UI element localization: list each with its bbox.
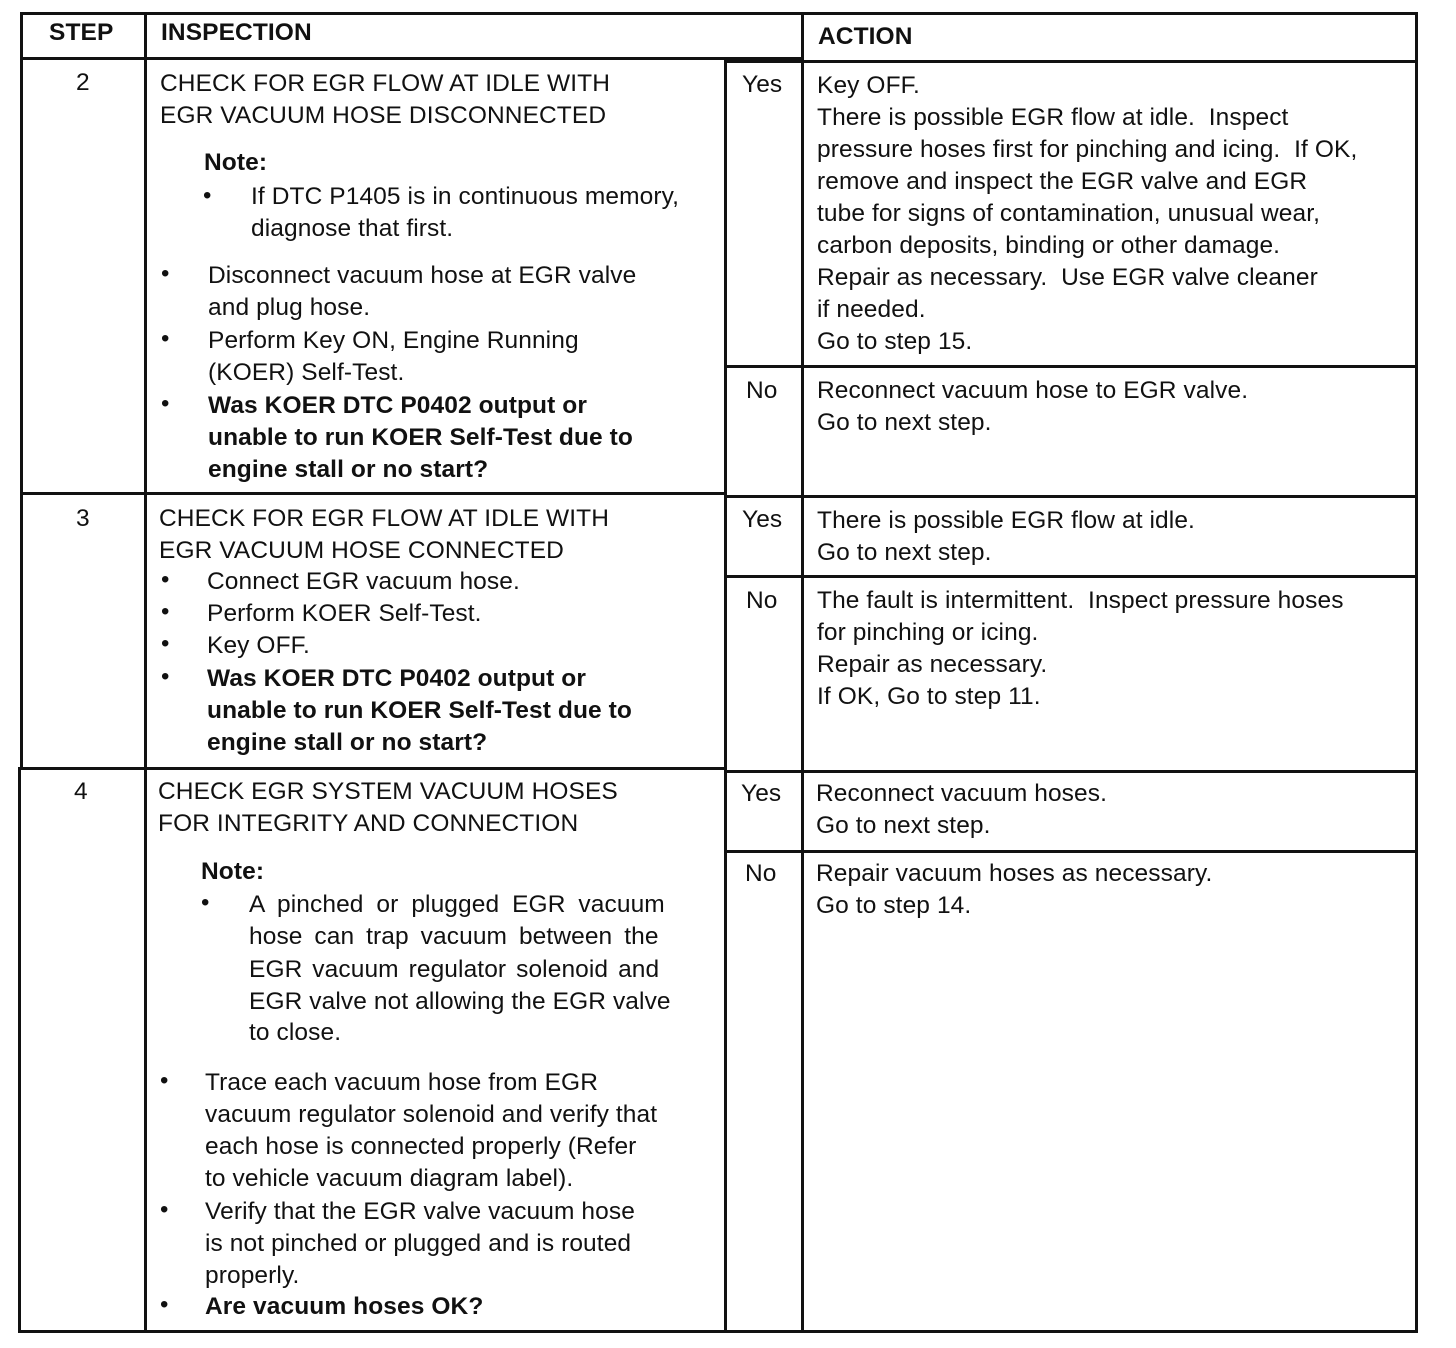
step4-note-line: to close.	[249, 1019, 342, 1046]
step4-title-line: FOR INTEGRITY AND CONNECTION	[158, 810, 579, 837]
step3-question-line: Was KOER DTC P0402 output or	[207, 665, 586, 692]
bullet-icon: •	[161, 598, 170, 625]
step4-note-line: EGR vacuum regulator solenoid and	[249, 956, 660, 983]
step2-yes-action-line: tube for signs of contamination, unusual wear,	[817, 200, 1321, 227]
step3-yes-action-line: Go to next step.	[817, 539, 992, 566]
bullet-icon: •	[160, 1067, 169, 1094]
bullet-icon: •	[160, 1291, 169, 1318]
step2-question-line: Was KOER DTC P0402 output or	[208, 392, 587, 419]
bullet-icon: •	[161, 630, 170, 657]
step4-note-line: A pinched or plugged EGR vacuum	[249, 891, 665, 918]
step3-no-action-line: Repair as necessary.	[817, 651, 1048, 678]
step4-note-label: Note:	[201, 858, 265, 885]
step3-bullet: Perform KOER Self-Test.	[207, 600, 482, 627]
step2-number-cell	[20, 57, 147, 495]
step2-question-line: engine stall or no start?	[208, 456, 489, 483]
step4-question: Are vacuum hoses OK?	[205, 1293, 484, 1320]
step2-title-line: CHECK FOR EGR FLOW AT IDLE WITH	[160, 70, 611, 97]
step4-bullet-line: is not pinched or plugged and is routed	[205, 1230, 632, 1257]
step3-no-action-line: for pinching or icing.	[817, 619, 1039, 646]
step3-bullet: Connect EGR vacuum hose.	[207, 568, 520, 595]
step2-yes-label: Yes	[742, 71, 783, 98]
bullet-icon: •	[161, 325, 170, 352]
bullet-icon: •	[161, 260, 170, 287]
step4-number: 4	[74, 778, 88, 805]
step4-bullet-line: each hose is connected properly (Refer	[205, 1133, 637, 1160]
step2-yes-action-line: Repair as necessary. Use EGR valve cleaner	[817, 264, 1318, 291]
header-inspection: INSPECTION	[161, 19, 312, 46]
step4-yes-label: Yes	[741, 780, 782, 807]
step3-no-action-line: If OK, Go to step 11.	[817, 683, 1041, 710]
bullet-icon: •	[201, 889, 210, 916]
step3-yes-label: Yes	[742, 506, 783, 533]
bullet-icon: •	[160, 1196, 169, 1223]
step2-yes-action-line: carbon deposits, binding or other damage.	[817, 232, 1281, 259]
step3-bullet: Key OFF.	[207, 632, 310, 659]
step2-bullet-line: and plug hose.	[208, 294, 371, 321]
step2-yes-action-line: Key OFF.	[817, 72, 920, 99]
step4-no-label-cell	[724, 850, 804, 1333]
step2-note-line: diagnose that first.	[251, 215, 454, 242]
step4-note-line: hose can trap vacuum between the	[249, 923, 659, 950]
step4-bullet-line: vacuum regulator solenoid and verify that	[205, 1101, 658, 1128]
step2-yes-action-line: remove and inspect the EGR valve and EGR	[817, 168, 1308, 195]
step3-no-label: No	[746, 587, 778, 614]
step4-yes-action-line: Reconnect vacuum hoses.	[816, 780, 1108, 807]
bullet-icon: •	[161, 566, 170, 593]
step2-bullet-line: (KOER) Self-Test.	[208, 359, 405, 386]
step3-title-line: EGR VACUUM HOSE CONNECTED	[159, 537, 564, 564]
step3-title-line: CHECK FOR EGR FLOW AT IDLE WITH	[159, 505, 610, 532]
step4-bullet-line: Trace each vacuum hose from EGR	[205, 1069, 598, 1096]
header-action: ACTION	[818, 23, 913, 50]
bullet-icon: •	[203, 182, 212, 209]
step2-note-label: Note:	[204, 149, 268, 176]
step3-number: 3	[76, 505, 90, 532]
step4-note-line: EGR valve not allowing the EGR valve	[249, 988, 671, 1015]
step4-bullet-line: to vehicle vacuum diagram label).	[205, 1165, 574, 1192]
step4-bullet-line: properly.	[205, 1262, 300, 1289]
step4-number-cell	[18, 767, 147, 1333]
step4-no-action-line: Go to step 14.	[816, 892, 972, 919]
bullet-icon: •	[161, 390, 170, 417]
step4-no-label: No	[745, 860, 777, 887]
bullet-icon: •	[161, 663, 170, 690]
step2-yes-action-line: pressure hoses first for pinching and icing. If OK,	[817, 136, 1358, 163]
step4-no-action-cell	[801, 850, 1418, 1333]
step2-title-line: EGR VACUUM HOSE DISCONNECTED	[160, 102, 607, 129]
step4-yes-action-line: Go to next step.	[816, 812, 991, 839]
step3-question-line: unable to run KOER Self-Test due to	[207, 697, 633, 724]
step2-no-label: No	[746, 377, 778, 404]
step2-bullet-line: Disconnect vacuum hose at EGR valve	[208, 262, 637, 289]
step2-no-action-line: Reconnect vacuum hose to EGR valve.	[817, 377, 1249, 404]
step2-yes-action-line: There is possible EGR flow at idle. Inspect	[817, 104, 1289, 131]
step4-bullet-line: Verify that the EGR valve vacuum hose	[205, 1198, 635, 1225]
step2-yes-label-cell	[724, 60, 804, 368]
step2-yes-action-line: if needed.	[817, 296, 926, 323]
step3-question-line: engine stall or no start?	[207, 729, 488, 756]
header-step: STEP	[49, 19, 114, 46]
step2-note-line: If DTC P1405 is in continuous memory,	[251, 183, 680, 210]
step2-yes-action-line: Go to step 15.	[817, 328, 973, 355]
step2-question-line: unable to run KOER Self-Test due to	[208, 424, 634, 451]
step2-bullet-line: Perform Key ON, Engine Running	[208, 327, 579, 354]
step2-no-action-line: Go to next step.	[817, 409, 992, 436]
step2-number: 2	[76, 69, 90, 96]
step4-no-action-line: Repair vacuum hoses as necessary.	[816, 860, 1213, 887]
step4-title-line: CHECK EGR SYSTEM VACUUM HOSES	[158, 778, 618, 805]
step3-yes-action-line: There is possible EGR flow at idle.	[817, 507, 1195, 534]
step3-no-action-line: The fault is intermittent. Inspect pressure hoses	[817, 587, 1344, 614]
